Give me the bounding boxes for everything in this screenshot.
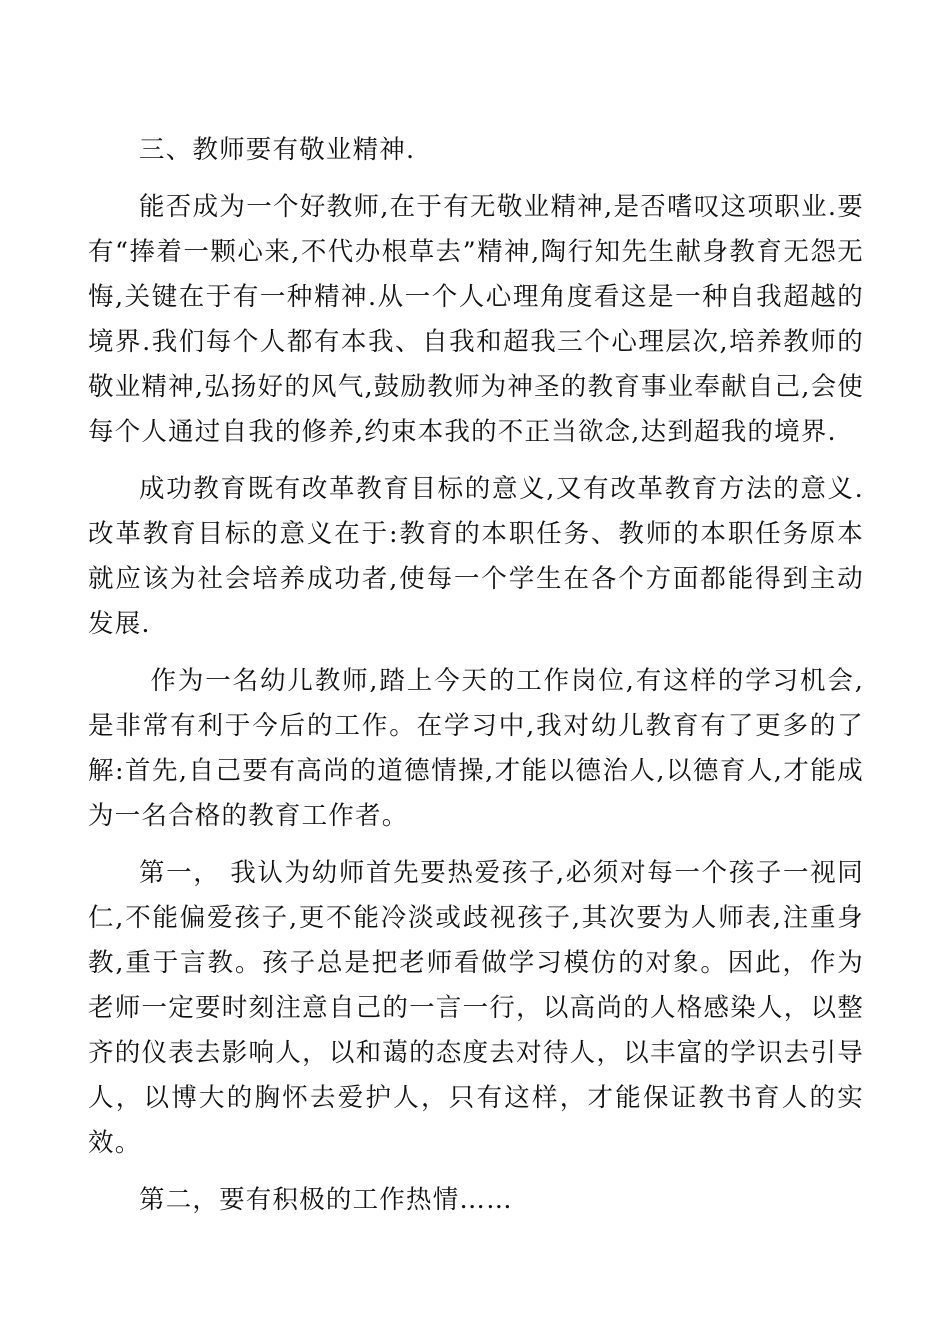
paragraph-point-one: 第一， 我认为幼师首先要热爱孩子,必须对每一个孩子一视同仁,不能偏爱孩子,更不能冷淡或歧视孩子,其次要为人师表,注重身教,重于言教。孩子总是把老师看做学习模仿的对象。因此，作为老师一定要时刻注意自己的一言一行，以高尚的人格感染人，以整齐的仪表去影响人，以和蔼的态度去对待人，以丰富的学识去引导人，以博大的胸怀去爱护人，只有这样，才能保证教书育人的实效。 xyxy=(88,858,864,1158)
paragraph-kindergarten-teacher: 作为一名幼儿教师,踏上今天的工作岗位,有这样的学习机会,是非常有利于今后的工作。在学习中,我对幼儿教育有了更多的了解:首先,自己要有高尚的道德情操,才能以德治人,以德育人,才能成为一名合格的教育工作者。 xyxy=(88,666,864,831)
document-body xyxy=(88,128,864,1235)
paragraph-success-education: 成功教育既有改革教育目标的意义,又有改革教育方法的意义.改革教育目标的意义在于:教育的本职任务、教师的本职任务原本就应该为社会培养成功者,使每一个学生在各个方面都能得到主动发展. xyxy=(88,474,864,639)
section-heading: 三、教师要有敬业精神. xyxy=(139,135,416,165)
paragraph-point-two: 第二，要有积极的工作热情…… xyxy=(139,1185,513,1215)
paragraph-dedication: 能否成为一个好教师,在于有无敬业精神,是否嗜叹这项职业.要有“捧着一颗心来,不代办根草去”精神,陶行知先生献身教育无怨无悔,关键在于有一种精神.从一个人心理角度看这是一种自我超越的境界.我们每个人都有本我、自我和超我三个心理层次,培养教师的敬业精神,弘扬好的风气,鼓励教师为神圣的教育事业奉献自己,会使每个人通过自我的修养,约束本我的不正当欲念,达到超我的境界. xyxy=(88,192,864,447)
